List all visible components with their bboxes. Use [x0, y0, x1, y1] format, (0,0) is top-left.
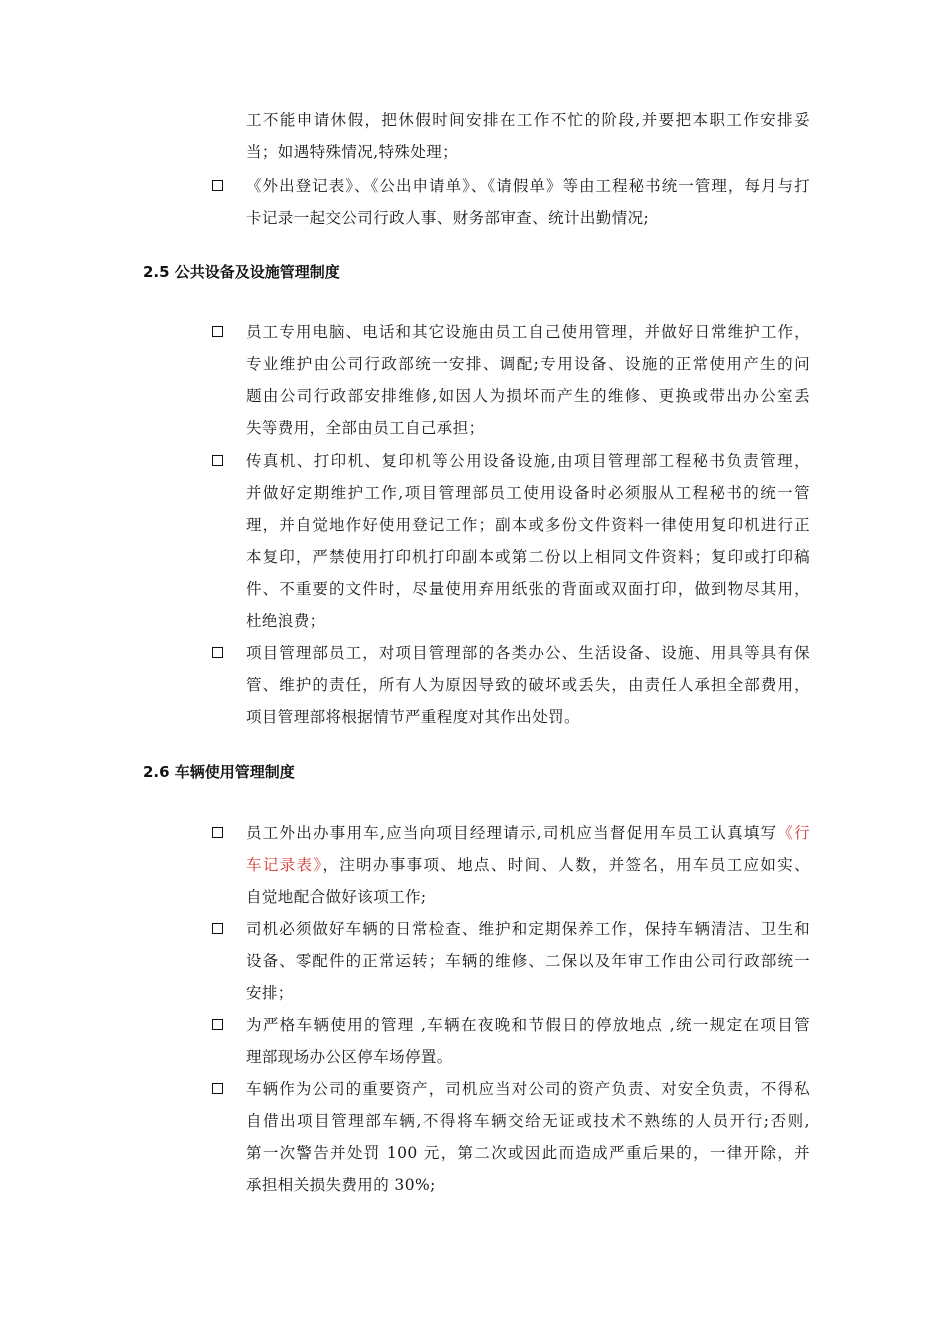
paragraph-line: 题由公司行政部安排维修,如因人为损坏而产生的维修、更换或带出办公室丢 [246, 387, 810, 405]
checkbox-bullet-icon [212, 326, 223, 337]
section-heading: 2.6 车辆使用管理制度 [143, 763, 295, 781]
paragraph-line: 自借出项目管理部车辆,不得将车辆交给无证或技术不熟练的人员开行;否则, [246, 1112, 810, 1130]
paragraph-line [246, 823, 810, 843]
paragraph-line: 安排； [246, 984, 294, 1002]
form-name-red: 《行 [777, 824, 810, 842]
checkbox-bullet-icon [212, 827, 223, 838]
paragraph-line: 项目管理部员工，对项目管理部的各类办公、生活设备、设施、用具等具有保 [246, 644, 810, 662]
line-text: ，注明办事事项、地点、时间、人数，并签名，用车员工应如实、 [322, 856, 810, 874]
paragraph-line: 车辆作为公司的重要资产，司机应当对公司的资产负责、对安全负责，不得私 [246, 1080, 810, 1098]
paragraph-line: 承担相关损失费用的 30%; [246, 1176, 436, 1194]
paragraph-line: 项目管理部将根据情节严重程度对其作出处罚。 [246, 708, 580, 726]
paragraph-line: 失等费用，全部由员工自己承担； [246, 419, 485, 437]
paragraph-line: 自觉地配合做好该项工作; [246, 888, 427, 906]
checkbox-bullet-icon [212, 1019, 223, 1030]
paragraph-line: 理部现场办公区停车场停置。 [246, 1048, 453, 1066]
section-heading: 2.5 公共设备及设施管理制度 [143, 263, 340, 281]
paragraph-line: 当；如遇特殊情况,特殊处理； [246, 143, 459, 161]
paragraph-line: 《外出登记表》、《公出申请单》、《请假单》等由工程秘书统一管理，每月与打 [246, 177, 810, 195]
paragraph-line: 为严格车辆使用的管理 ,车辆在夜晚和节假日的停放地点 ,统一规定在项目管 [246, 1016, 810, 1034]
paragraph-line: 杜绝浪费； [246, 612, 326, 630]
checkbox-bullet-icon [212, 923, 223, 934]
paragraph-line [246, 855, 810, 875]
checkbox-bullet-icon [212, 647, 223, 658]
line-text: 员工外出办事用车,应当向项目经理请示,司机应当督促用车员工认真填写 [246, 824, 778, 842]
paragraph-line: 本复印，严禁使用打印机打印副本或第二份以上相同文件资料；复印或打印稿 [246, 548, 810, 566]
paragraph-line: 设备、零配件的正常运转；车辆的维修、二保以及年审工作由公司行政部统一 [246, 952, 810, 970]
paragraph-line: 专业维护由公司行政部统一安排、调配;专用设备、设施的正常使用产生的问 [246, 355, 810, 373]
form-name-red: 车记录表》 [246, 856, 323, 874]
paragraph-line: 员工专用电脑、电话和其它设施由员工自己使用管理，并做好日常维护工作， [246, 323, 810, 341]
paragraph-line: 司机必须做好车辆的日常检查、维护和定期保养工作，保持车辆清洁、卫生和 [246, 920, 810, 938]
paragraph-line: 第一次警告并处罚 100 元，第二次或因此而造成严重后果的，一律开除，并 [246, 1144, 810, 1162]
checkbox-bullet-icon [212, 455, 223, 466]
checkbox-bullet-icon [212, 180, 223, 191]
paragraph-line: 件、不重要的文件时，尽量使用弃用纸张的背面或双面打印，做到物尽其用， [246, 580, 810, 598]
paragraph-line: 传真机、打印机、复印机等公用设备设施,由项目管理部工程秘书负责管理， [246, 452, 810, 470]
paragraph-line: 卡记录一起交公司行政人事、财务部审查、统计出勤情况; [246, 209, 650, 227]
paragraph-line: 工不能申请休假，把休假时间安排在工作不忙的阶段,并要把本职工作安排妥 [246, 111, 810, 129]
paragraph-line: 管、维护的责任，所有人为原因导致的破坏或丢失，由责任人承担全部费用， [246, 676, 810, 694]
checkbox-bullet-icon [212, 1083, 223, 1094]
paragraph-line: 并做好定期维护工作,项目管理部员工使用设备时必须服从工程秘书的统一管 [246, 484, 810, 502]
paragraph-line: 理，并自觉地作好使用登记工作；副本或多份文件资料一律使用复印机进行正 [246, 516, 810, 534]
